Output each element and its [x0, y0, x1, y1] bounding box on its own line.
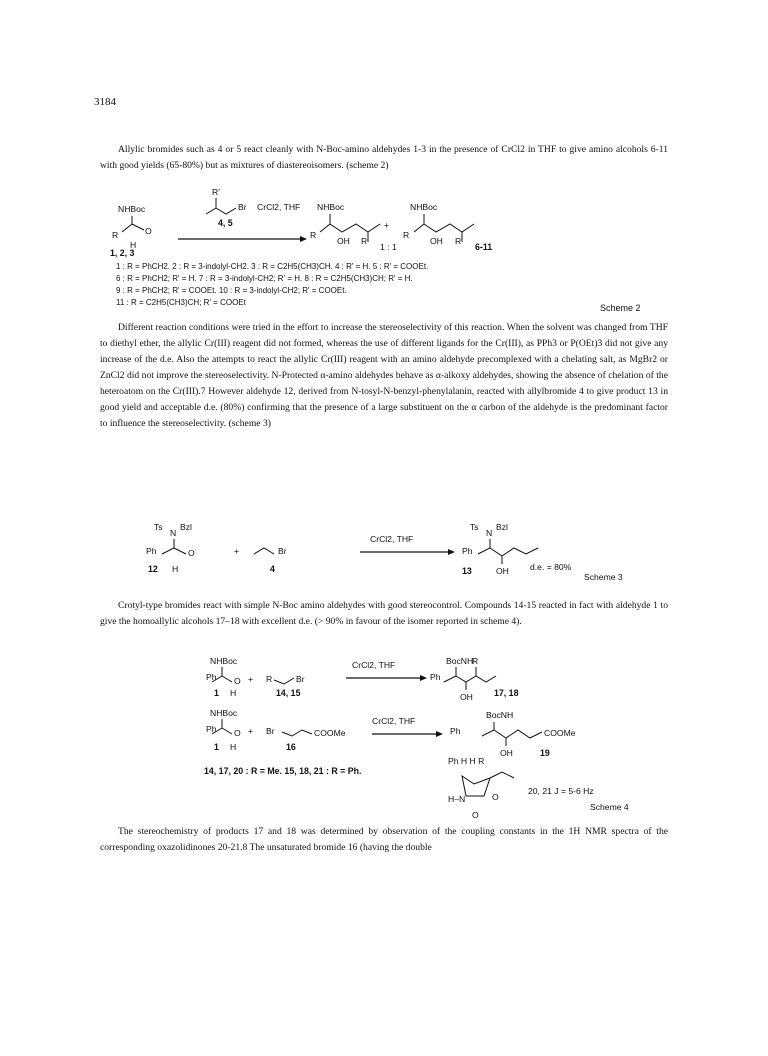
s4-a-nhboc: NHBoc	[210, 656, 238, 666]
product-b-rprime: R'	[455, 236, 463, 246]
s4-b-prod-ph: Ph	[450, 726, 461, 736]
start-label: 1, 2, 3	[110, 248, 135, 258]
scheme2-ratio: 1 : 1	[380, 242, 397, 252]
s3-num12: 12	[148, 564, 158, 574]
s4-c-j: 20, 21 J = 5-6 Hz	[528, 786, 594, 796]
s4-b-num1: 1	[214, 742, 219, 752]
s4-b-ph: Ph	[206, 724, 217, 734]
s4-b-nhboc: NHBoc	[210, 708, 238, 718]
scheme-3-caption: Scheme 3	[584, 572, 623, 582]
product-a-oh: OH	[337, 236, 350, 246]
s4-c-ph-hh-r: Ph H H R	[448, 756, 485, 766]
product-a-r: R	[310, 230, 317, 240]
scheme-2-legend	[116, 261, 636, 309]
product-numbers: 6-11	[475, 242, 493, 252]
scheme-4	[110, 654, 670, 824]
s4-b-br: Br	[266, 726, 275, 736]
product-a-nhboc: NHBoc	[317, 202, 345, 212]
s4-a-oh: OH	[460, 692, 473, 702]
s3-br: Br	[278, 546, 287, 556]
legend-line-1: 1 : R = PhCH2. 2 : R = 3-indolyl-CH2. 3 : R = C2H5(CH3)CH. 4 : R' = H. 5 : R' = COOEt.	[116, 262, 429, 271]
s4-b-conditions: CrCl2, THF	[372, 716, 416, 726]
s4-a-num1: 1	[214, 688, 219, 698]
s4-a-prod-r: R	[472, 656, 479, 666]
s3-prod-n: N	[486, 528, 493, 538]
s3-num4: 4	[270, 564, 275, 574]
s4-a-prod-ph: Ph	[430, 672, 441, 682]
s3-prod-bzl: Bzl	[496, 522, 508, 532]
scheme-2	[110, 186, 670, 258]
start-o: O	[145, 226, 152, 236]
scheme-3	[110, 520, 670, 594]
s3-de: d.e. = 80%	[530, 562, 572, 572]
legend-line-2: 6 : R = PhCH2; R' = H. 7 : R = 3-indolyl-CH2; R' = H. 8 : R = C2H5(CH3)CH; R' = H.	[116, 274, 413, 283]
s3-h: H	[172, 564, 179, 574]
product-b-r: R	[403, 230, 410, 240]
page-number: 3184	[94, 96, 116, 108]
s4-legend-line: 14, 17, 20 : R = Me. 15, 18, 21 : R = Ph.	[204, 766, 362, 776]
s3-o: O	[188, 548, 195, 558]
s4-b-prod-coome: COOMe	[544, 728, 576, 738]
s4-b-oh: OH	[500, 748, 513, 758]
s4-b-num19: 19	[540, 748, 550, 758]
start-nhboc: NHBoc	[118, 204, 146, 214]
product-b-nhboc: NHBoc	[410, 202, 438, 212]
start-h: H	[130, 240, 137, 250]
reagent-numbers: 4, 5	[218, 218, 233, 228]
s3-oh: OH	[496, 566, 509, 576]
s4-c-ring-o: O	[492, 792, 499, 802]
s3-plus: +	[234, 546, 240, 556]
legend-line-3: 9 : R = PhCH2; R' = COOEt. 10 : R = 3-indolyl-CH2; R' = COOEt.	[116, 286, 347, 295]
s3-prod-ts: Ts	[470, 522, 479, 532]
s4-c-carbonyl-o: O	[472, 810, 479, 820]
s4-a-conditions: CrCl2, THF	[352, 660, 396, 670]
product-a-rprime: R'	[361, 236, 369, 246]
paragraph-2: Different reaction conditions were tried in the effort to increase the stereoselectivity of this reaction. When the solvent was changed from THF to diethyl ether, the allylic Cr(III) reagent did not formed, whereas the use of different ligands for the Cr(III), as PPh3 or P(OEt)3 did not give any increase of the d.e. Also the attempts to react the allylic Cr(III) reagent with an amino aldehyde precomplexed with a chelating salt, as MgBr2 or ZnCl2 did not improve the stereoselectivity. N-Protected α-amino aldehydes behave as α-alkoxy aldehydes, showing the absence of chelation of the heteroatom on the Cr(III).7 However aldehyde 12, derived from N-tosyl-N-benzyl-phenylalanin, reacted with allylbromide 4 to give product 13 in good yield and acceptable d.e. (80%) confirming that the presence of a large substituent on the α carbon of the aldehyde is the predominant factor to influence the stereoselectivity. (scheme 3)	[100, 322, 668, 429]
reagent-rprime: R'	[212, 187, 220, 197]
s4-a-o: O	[234, 676, 241, 686]
scheme2-plus: +	[384, 220, 390, 230]
s4-a-ph: Ph	[206, 672, 217, 682]
s4-c-hn: H–N	[448, 794, 466, 804]
legend-line-4: 11 : R = C2H5(CH3)CH; R' = COOEt	[116, 298, 246, 307]
s4-a-bocnh: BocNH	[446, 656, 474, 666]
s4-a-r: R	[266, 674, 273, 684]
conditions-2: CrCl2, THF	[257, 202, 301, 212]
s4-a-plus: +	[248, 674, 254, 684]
s4-a-h: H	[230, 688, 237, 698]
s3-n: N	[170, 528, 177, 538]
s4-b-h: H	[230, 742, 237, 752]
scheme-2-caption: Scheme 2	[600, 303, 641, 313]
paragraph-1: Allylic bromides such as 4 or 5 react cleanly with N-Boc-amino aldehydes 1-3 in the presence of CrCl2 in THF to give amino alcohols 6-11 with good yields (65-80%) but as mixtures of diastereoisomers. (scheme 2)	[100, 144, 668, 171]
s4-a-br: Br	[296, 674, 305, 684]
s3-conditions: CrCl2, THF	[370, 534, 414, 544]
start-r: R	[112, 230, 119, 240]
s4-a-num1718: 17, 18	[494, 688, 519, 698]
s3-prod-ph: Ph	[462, 546, 473, 556]
product-b-oh: OH	[430, 236, 443, 246]
reagent-br: Br	[238, 202, 247, 212]
s4-b-plus: +	[248, 726, 254, 736]
s4-b-bocnh: BocNH	[486, 710, 514, 720]
s3-bzl: Bzl	[180, 522, 192, 532]
s4-b-o: O	[234, 728, 241, 738]
s4-b-num16: 16	[286, 742, 296, 752]
s3-num13: 13	[462, 566, 472, 576]
s4-b-coome: COOMe	[314, 728, 346, 738]
s3-ph: Ph	[146, 546, 157, 556]
paragraph-4: The stereochemistry of products 17 and 18 was determined by observation of the coupling constants in the 1H NMR spectra of the corresponding oxazolidinones 20-21.8 The unsaturated bromide 16 (having the double	[100, 826, 668, 853]
paragraph-3: Crotyl-type bromides react with simple N-Boc amino aldehydes with good stereocontrol. Compounds 14-15 reacted in fact with aldehyde 1 to give the homoallylic alcohols 17–18 with excellent d.e. (> 90% in favour of the isomer reported in scheme 4).	[100, 600, 668, 627]
s4-a-num1415: 14, 15	[276, 688, 301, 698]
scheme-4-caption: Scheme 4	[590, 802, 629, 812]
s3-ts: Ts	[154, 522, 163, 532]
